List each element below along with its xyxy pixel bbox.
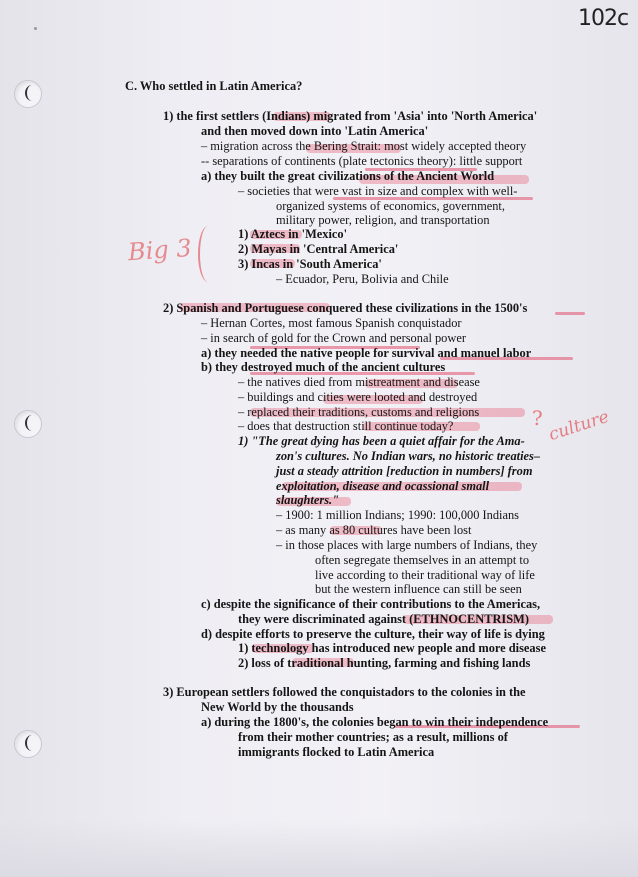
text-line: 1) the first settlers (Indians) migrated from 'Asia' into 'North America' [163,109,538,123]
text-line: – Hernan Cortes, most famous Spanish conquistador [201,316,462,330]
text-line: 3) European settlers followed the conquistadors to the colonies in the [163,685,526,699]
text-line: – in search of gold for the Crown and personal power [201,331,466,345]
speck [34,27,37,30]
text-line: from their mother countries; as a result, millions of [238,730,508,744]
text-line: c) despite the significance of their contributions to the Americas, [201,597,541,611]
quote-line: zon's cultures. No Indian wars, no historic treaties– [276,449,541,463]
text-line: – in those places with large numbers of Indians, they [276,538,538,552]
text-line: and then moved down into 'Latin America' [201,124,429,138]
text-line: – migration across the Bering Strait: most widely accepted theory [201,139,527,153]
text-line: 1) Aztecs in 'Mexico' [238,227,348,241]
text-line: – does that destruction still continue today? [238,419,454,433]
text-line: – replaced their traditions, customs and religions [238,405,480,419]
binder-hole-middle [14,410,42,438]
text-line: – as many as 80 cultures have been lost [276,523,472,537]
binder-hole-bottom [14,730,42,758]
text-line: – societies that were vast in size and complex with well- [238,184,518,198]
text-line: New World by the thousands [201,700,354,714]
text-line: a) during the 1800's, the colonies began to win their independence [201,715,549,729]
text-line: – 1900: 1 million Indians; 1990: 100,000 Indians [276,508,519,522]
text-line: – the natives died from mistreatment and disease [238,375,480,389]
page-shadow [0,820,638,877]
text-line: d) despite efforts to preserve the culture, their way of life is dying [201,627,545,641]
text-line: – buildings and cities were looted and destroyed [238,390,478,404]
text-line: 3) Incas in 'South America' [238,257,382,271]
section-heading: C. Who settled in Latin America? [125,79,303,93]
text-line: b) they destroyed much of the ancient cultures [201,360,446,374]
text-line: 2) Spanish and Portuguese conquered these civilizations in the 1500's [163,301,528,315]
quote-line: exploitation, disease and ocassional small [276,479,490,493]
handwritten-question-mark: ? [532,406,543,430]
text-line: often segregate themselves in an attempt to [315,553,530,567]
text-line: 1) technology has introduced new people and more disease [238,641,546,655]
underline-1500s [555,312,585,315]
text-line: a) they built the great civilizations of the Ancient World [201,169,495,183]
handwritten-bracket [198,226,218,282]
text-line: a) they needed the native people for survival and manuel labor [201,346,532,360]
text-line: but the western influence can still be seen [315,582,522,596]
quote-line: slaughters." [276,493,339,507]
quote-line: 1) "The great dying has been a quiet affair for the Ama- [238,434,525,448]
text-line: military power, religion, and transportation [276,213,490,227]
text-line: – Ecuador, Peru, Bolivia and Chile [276,272,449,286]
binder-hole-top [14,80,42,108]
text-line: 2) Mayas in 'Central America' [238,242,399,256]
handwritten-culture-note: culture [546,406,612,446]
text-line: live according to their traditional way of life [315,568,535,582]
text-line: they were discriminated against (ETHNOCENTRISM) [238,612,529,626]
text-line: -- separations of continents (plate tectonics theory): little support [201,154,523,168]
quote-line: just a steady attrition [reduction in numbers] from [276,464,533,478]
text-line: immigrants flocked to Latin America [238,745,435,759]
text-line: organized systems of economics, government, [276,199,505,213]
handwritten-page-number: 102c [578,6,629,31]
handwritten-big-3-note: Big 3 [127,233,193,267]
text-line: 2) loss of traditional hunting, farming and fishing lands [238,656,531,670]
